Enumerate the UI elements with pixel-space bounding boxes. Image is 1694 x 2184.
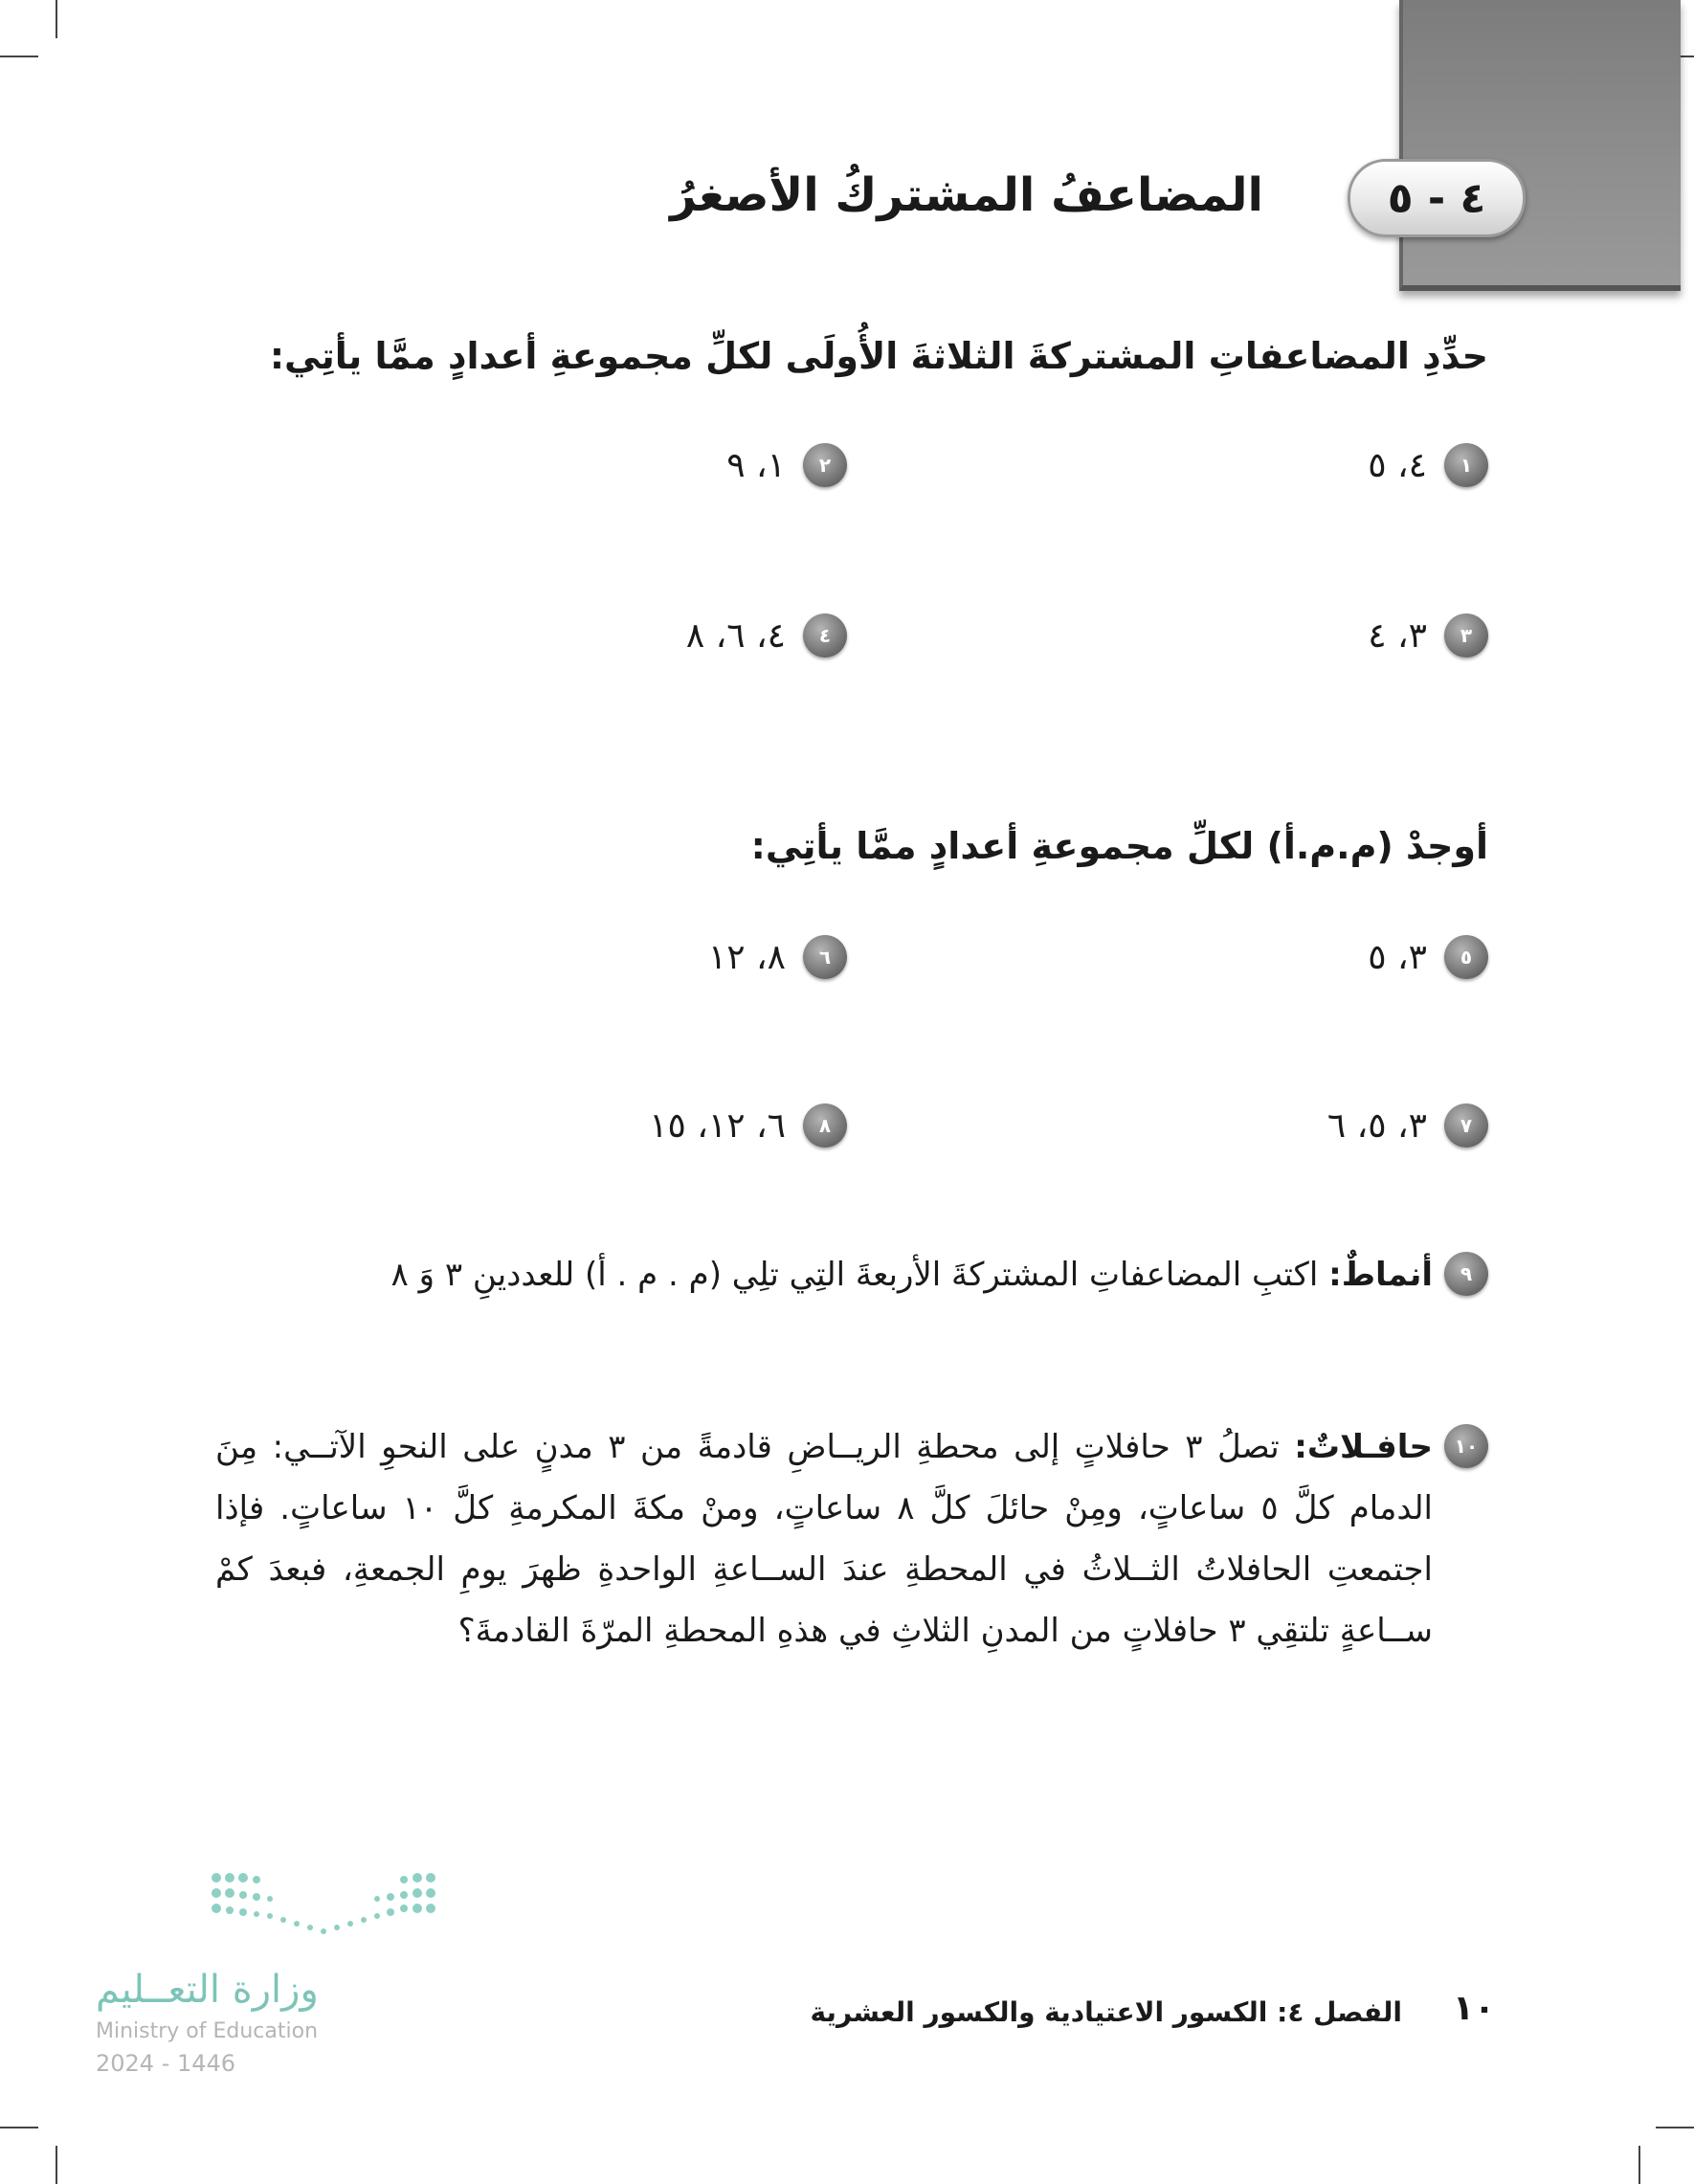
exercise-value: ٣، ٥، ٦	[1326, 1105, 1427, 1146]
problem-text	[391, 1244, 1434, 1305]
exercise-value: ٣، ٥	[1368, 937, 1427, 977]
problem-label: حافـلاتٌ:	[1294, 1428, 1433, 1466]
exercise-number-badge: ١٠	[1444, 1424, 1488, 1468]
page-number: ١٠	[1453, 1989, 1495, 2028]
problem-body: تصلُ ٣ حافلاتٍ إلى محطةِ الريــاضِ قادمةً من ٣ مدنٍ على النحوِ الآتــي: مِنَ الدمام كلَّ ٥ ساعاتٍ، ومِنْ حائلَ كلَّ ٨ ساعاتٍ، ومنْ مكةَ المكرمةِ كلَّ ١٠ ساعاتٍ. فإذا اجتمعتِ الحافلاتُ الثــلاثُ في المحطةِ عندَ الســاعةِ الواحدةِ ظهرَ يومِ الجمعةِ، فبعدَ كمْ ســاعةٍ تلتقِي ٣ حافلاتٍ من المدنِ الثلاثِ في هذهِ المحطةِ المرّةَ القادمةَ؟	[215, 1428, 1433, 1650]
problem-label: أنماطٌ:	[1328, 1256, 1433, 1294]
crop-mark	[0, 56, 38, 57]
ministry-logo-english: Ministry of Education	[96, 2019, 319, 2043]
exercise-value: ٨، ١٢	[707, 937, 786, 977]
exercise-number-badge: ٩	[1444, 1252, 1488, 1296]
exercise-number-badge: ٨	[803, 1103, 847, 1148]
lesson-number-badge: ٤ - ٥	[1348, 159, 1526, 237]
header-tab	[1399, 0, 1681, 291]
crop-mark	[56, 0, 57, 38]
exercise-4	[686, 611, 847, 660]
problem-10	[215, 1416, 1488, 1661]
exercise-6	[708, 932, 847, 982]
exercise-value: ٤، ٥	[1368, 445, 1427, 485]
exercise-number-badge: ٢	[803, 443, 847, 487]
ministry-logo-dots	[209, 1868, 448, 1945]
exercise-number-badge: ٤	[803, 613, 847, 657]
exercise-value: ٤، ٦، ٨	[685, 615, 786, 656]
problem-text	[215, 1416, 1433, 1661]
exercise-value: ١، ٩	[726, 445, 786, 485]
exercise-number-badge: ٥	[1444, 935, 1488, 979]
section2-instruction: أوجدْ (م.م.أ) لكلِّ مجموعةِ أعدادٍ ممَّا يأتِي:	[750, 825, 1488, 867]
exercise-3	[1368, 611, 1488, 660]
problem-body: اكتبِ المضاعفاتِ المشتركةَ الأربعةَ التِي تلِي (م . م . أ) للعددينِ ٣ وَ ٨	[390, 1256, 1319, 1294]
lesson-title: المضاعفُ المشتركُ الأصغرُ	[670, 168, 1263, 222]
crop-mark	[1638, 2146, 1640, 2184]
exercise-number-badge: ٣	[1444, 613, 1488, 657]
crop-mark	[0, 2127, 38, 2128]
exercise-number-badge: ٦	[803, 935, 847, 979]
exercise-number-badge: ٧	[1444, 1103, 1488, 1148]
exercise-1	[1368, 440, 1488, 490]
exercise-2	[726, 440, 847, 490]
exercise-5	[1368, 932, 1488, 982]
section1-instruction: حدِّدِ المضاعفاتِ المشتركةَ الثلاثةَ الأُولَى لكلِّ مجموعةِ أعدادٍ ممَّا يأتِي:	[269, 335, 1488, 377]
chapter-footer: الفصل ٤: الكسور الاعتيادية والكسور العشرية	[810, 1996, 1402, 2028]
ministry-logo-year: 2024 - 1446	[96, 2050, 236, 2077]
exercise-number-badge: ١	[1444, 443, 1488, 487]
crop-mark	[1656, 2127, 1694, 2128]
exercise-value: ٦، ١٢، ١٥	[649, 1105, 786, 1146]
crop-mark	[56, 2146, 57, 2184]
exercise-7	[1327, 1101, 1488, 1150]
exercise-8	[649, 1101, 847, 1150]
exercise-value: ٣، ٤	[1368, 615, 1427, 656]
problem-9	[215, 1244, 1488, 1305]
ministry-logo-arabic: وزارة التعــليم	[96, 1968, 319, 2012]
